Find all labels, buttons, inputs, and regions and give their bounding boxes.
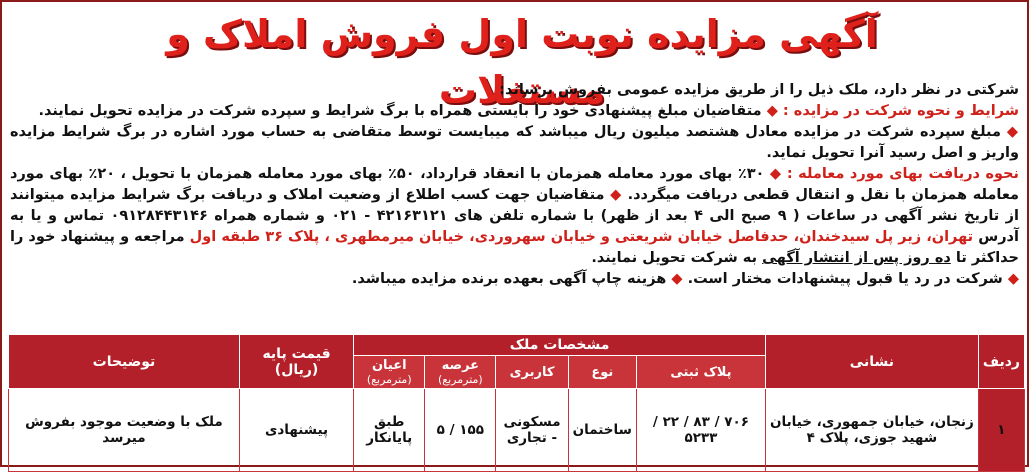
conditions-heading: شرایط و نحوه شرکت در مزایده : xyxy=(782,103,1019,119)
area-label: عرصه xyxy=(441,358,480,373)
payment-paragraph xyxy=(10,164,1019,269)
col-usage: کاربری xyxy=(496,356,568,389)
cell-building: طبق پایانکار xyxy=(354,389,425,472)
notice-title: آگهی مزایده نوبت اول فروش املاک و مستغلات xyxy=(166,12,878,112)
intro-paragraph xyxy=(10,80,1019,101)
col-area xyxy=(425,356,496,389)
building-label: اعیان xyxy=(371,358,407,373)
cell-usage: مسکونی - تجاری xyxy=(496,389,568,472)
intro-text: شرکتی در نظر دارد، ملک ذیل را از طریق مزایده عمومی بفروش برساند: xyxy=(499,82,1019,98)
area-unit: (مترمربع) xyxy=(437,373,483,386)
payment-heading: نحوه دریافت بهای مورد معامله : xyxy=(786,166,1019,182)
cell-row: ۱ xyxy=(978,389,1024,472)
cell-address: زنجان، خیابان جمهوری، خیابان شهید جوزی، پلاک ۴ xyxy=(765,389,978,472)
notice-body xyxy=(10,80,1019,290)
rights-text: شرکت در رد یا قبول پیشنهادات مختار است. xyxy=(687,271,1003,287)
rights-paragraph xyxy=(10,269,1019,290)
col-address: نشانی xyxy=(765,335,978,389)
bullet-icon: ◆ xyxy=(769,166,782,182)
col-plate: پلاک ثبتی xyxy=(636,356,765,389)
address-text: تهران، زیر پل سیدخندان، حدفاصل خیابان شریعتی و خیابان سهروردی، خیابان میرمطهری ، پلاک ۳۶ طبقه اول xyxy=(189,229,974,245)
cell-base-price: پیشنهادی xyxy=(239,389,353,472)
building-unit: (مترمربع) xyxy=(366,373,412,386)
bullet-icon: ◆ xyxy=(610,187,622,203)
info-text-2: مراجعه و پیشنهاد خود را حداکثر تا xyxy=(10,229,1019,266)
col-base-price: قیمت پایه (ریال) xyxy=(239,335,353,389)
bullet-icon: ◆ xyxy=(1006,124,1019,140)
conditions-text: متقاضیان مبلغ پیشنهادی خود را بایستی همراه با برگ شرایط و سپرده شرکت در مزایده تحویل نمایند. xyxy=(38,103,762,119)
cell-plate: ۷۰۶ / ۸۳ / ۲۲ / ۵۲۳۳ xyxy=(636,389,765,472)
col-row: ردیف xyxy=(978,335,1024,389)
table-row xyxy=(9,389,1025,472)
info-text-3: به شرکت تحویل نمایند. xyxy=(591,250,758,266)
property-table xyxy=(8,334,1025,472)
info-text-1: متقاضیان جهت کسب اطلاع از وضعیت املاک و دریافت برگ شرایط مزایده میتوانند از تاریخ نشر آگهی در ساعات ( ۹ صبح الی ۴ بعد از ظهر) با شماره تلفن های ۴۲۱۶۳۱۲۱ - ۰۲۱ و شماره همراه ۰۹۱۲۸۴۴۳۱۴۶ تماس و یا به آدرس xyxy=(10,187,1019,245)
col-notes: توضیحات xyxy=(9,335,240,389)
bullet-icon: ◆ xyxy=(671,271,683,287)
conditions-paragraph xyxy=(10,101,1019,122)
cell-area: ۱۵۵ / ۵ xyxy=(425,389,496,472)
table-header-row xyxy=(9,335,1025,356)
deposit-text: مبلغ سپرده شرکت در مزایده معادل هشتصد میلیون ریال میباشد که میبایست توسط متقاضی به حساب مورد اشاره در برگ شرایط مزایده واریز و اصل رسید آنرا تحویل نماید. xyxy=(10,124,1019,161)
bullet-icon: ◆ xyxy=(1007,271,1019,287)
col-specs: مشخصات ملک xyxy=(354,335,766,356)
deposit-paragraph xyxy=(10,122,1019,164)
col-building xyxy=(354,356,425,389)
cost-text: هزینه چاپ آگهی بعهده برنده مزایده میباشد. xyxy=(351,271,667,287)
payment-text: ۳۰٪ بهای مورد معامله همزمان با انعقاد قرارداد، ۵۰٪ بهای مورد معامله همزمان با تحویل ، ۲۰٪ بهای مورد معامله همزمان با نقل و انتقال قطعی دریافت میگردد. xyxy=(10,166,1020,203)
cell-type: ساختمان xyxy=(568,389,636,472)
deadline-text: ده روز پس از انتشار آگهی xyxy=(762,250,951,266)
bullet-icon: ◆ xyxy=(766,103,778,119)
cell-notes: ملک با وضعیت موجود بفروش میرسد xyxy=(9,389,240,472)
col-type: نوع xyxy=(568,356,636,389)
